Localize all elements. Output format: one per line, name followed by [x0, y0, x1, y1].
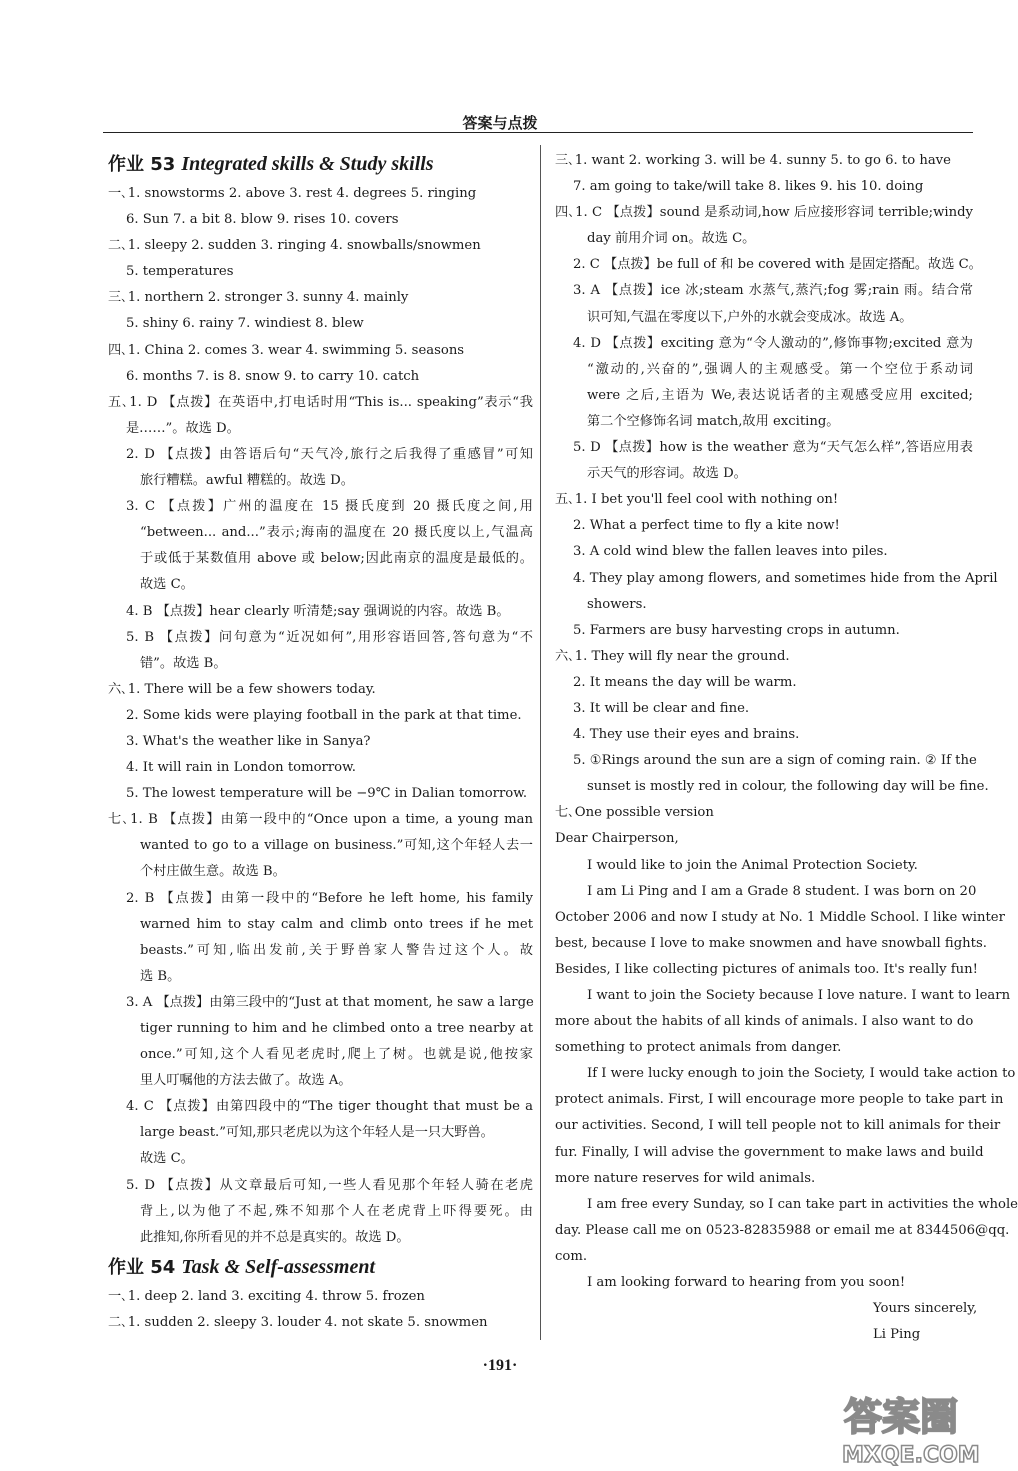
answer-line: Li Ping	[873, 1327, 921, 1343]
answer-line: 6. months 7. is 8. snow 9. to carry 10. catch	[126, 368, 420, 384]
answer-line: 六､1. There will be a few showers today.	[108, 681, 376, 697]
answer-line: 识可知,气温在零度以下,户外的水就会变成冰。故选 A。	[587, 309, 913, 325]
answer-line: 2. Some kids were playing football in the park at that time.	[126, 707, 522, 723]
answer-line: 故选 C。	[140, 1151, 194, 1167]
answer-line: more nature reserves for wild animals.	[555, 1170, 816, 1186]
answer-line: 4. C 【点拨】由第四段中的“The tiger thought that must be a	[126, 1099, 533, 1115]
answer-line: 3. A cold wind blew the fallen leaves into piles.	[573, 544, 888, 560]
answer-line: tiger running to him and he climbed onto a tree nearby at	[140, 1021, 533, 1036]
section-number: 作业 53	[108, 154, 176, 175]
answer-line: 故选 C。	[140, 577, 194, 593]
answer-line: 个村庄做生意。故选 B。	[140, 864, 286, 880]
answer-line: 是……”。故选 D。	[126, 420, 240, 436]
answer-line: 3. C 【点拨】广州的温度在 15 摄氏度到 20 摄氏度之间,用	[126, 499, 533, 515]
answer-line: 5. Farmers are busy harvesting crops in autumn.	[573, 622, 900, 638]
answer-line: large beast.”可知,那只老虎以为这个年轻人是一只大野兽。	[140, 1125, 494, 1141]
answer-line: wanted to go to a village on business.”可知,这个年轻人去一	[140, 838, 533, 854]
answer-line: protect animals. First, I will encourage more people to take part in	[555, 1092, 1004, 1108]
answer-line: 4. B 【点拨】hear clearly 听清楚;say 强调说的内容。故选 B。	[126, 603, 510, 619]
right-column	[555, 148, 1018, 1348]
answer-line: I would like to join the Animal Protection Society.	[587, 857, 918, 873]
answer-line: 背上,以为他了不起,殊不知那个人在老虎背上吓得要死。由	[140, 1203, 533, 1219]
answer-line: 五､1. I bet you'll feel cool with nothing on!	[555, 492, 839, 508]
section-title	[108, 148, 533, 181]
section-heading: Task & Self-assessment	[181, 1255, 376, 1278]
answer-line: 6. Sun 7. a bit 8. blow 9. rises 10. covers	[126, 212, 399, 228]
answer-line: October 2006 and now I study at No. 1 Middle School. I like winter	[555, 909, 1005, 925]
section-title	[108, 1251, 533, 1284]
column-divider	[540, 145, 541, 1340]
answer-line: 3. It will be clear and fine.	[573, 700, 750, 716]
answer-line: beasts.”可知,临出发前,关于野兽家人警告过这个人。故	[140, 942, 533, 958]
answer-line: 2. B 【点拨】由第一段中的“Before he left home, his family	[126, 890, 533, 906]
answer-line: were 之后,主语为 We,表达说话者的主观感受应用 excited;	[587, 387, 973, 403]
answer-line: 5. D 【点拨】how is the weather 意为“天气怎么样”,答语应用表	[573, 440, 973, 456]
section-number: 作业 54	[108, 1256, 176, 1278]
answer-line: more about the habits of all kinds of animals. I also want to do	[555, 1014, 974, 1030]
answer-line: I am looking forward to hearing from you soon!	[587, 1275, 906, 1291]
answer-line: 3. A 【点拨】由第三段中的“Just at that moment, he saw a large	[126, 994, 534, 1010]
answer-line: 3. What's the weather like in Sanya?	[126, 733, 371, 749]
answer-line: sunset is mostly red in colour, the following day will be fine.	[587, 779, 989, 795]
answer-line: I am Li Ping and I am a Grade 8 student. I was born on 20	[587, 883, 977, 899]
answer-line: 4. It will rain in London tomorrow.	[126, 760, 356, 776]
answer-line: “激动的,兴奋的”,强调人的主观感受。第一个空位于系动词	[587, 361, 973, 377]
section-heading: Integrated skills & Study skills	[181, 153, 434, 175]
answer-line: 5. ①Rings around the sun are a sign of coming rain. ② If the	[573, 753, 977, 769]
answer-line: 5. shiny 6. rainy 7. windiest 8. blew	[126, 316, 364, 332]
answer-line: 4. D 【点拨】exciting 意为“令人激动的”,修饰事物;excited 意为	[573, 335, 973, 351]
answer-line: 5. D 【点拨】从文章最后可知,一些人看见那个年轻人骑在老虎	[126, 1177, 533, 1193]
page-number: ·191·	[482, 1357, 518, 1374]
answer-line: 4. They play among flowers, and sometimes hide from the April	[573, 570, 998, 586]
answer-line: 二､1. sudden 2. sleepy 3. louder 4. not skate 5. snowmen	[108, 1314, 488, 1330]
answer-line: once.”可知,这个人看见老虎时,爬上了树。也就是说,他按家	[140, 1047, 533, 1063]
answer-line: warned him to stay calm and climb onto trees if he met	[140, 916, 533, 932]
answer-line: “between... and...”表示;海南的温度在 20 摄氏度以上,气温高	[140, 525, 533, 541]
answer-line: 第二个空修饰名词 match,故用 exciting。	[587, 413, 840, 429]
answer-line: 5. temperatures	[126, 264, 234, 280]
answer-line: 3. A 【点拨】ice 冰;steam 水蒸气,蒸汽;fog 雾;rain 雨。结合常	[573, 283, 973, 299]
answer-line: our activities. Second, I will tell people not to kill animals for their	[555, 1118, 1001, 1134]
answer-line: 于或低于某数值用 above 或 below;因此南京的温度是最低的。	[140, 551, 533, 567]
answer-line: 2. What a perfect time to fly a kite now!	[573, 518, 840, 534]
answer-line: Besides, I like collecting pictures of animals too. It's really fun!	[555, 961, 978, 977]
answer-line: best, because I love to make snowmen and have snowball fights.	[555, 935, 987, 951]
answer-line: 里人叮嘱他的方法去做了。故选 A。	[140, 1073, 352, 1089]
answer-line: 7. am going to take/will take 8. likes 9. his 10. doing	[573, 179, 924, 195]
answer-line: 五､1. D 【点拨】在英语中,打电话时用“This is... speaking”表示“我	[108, 394, 533, 410]
answer-line: 二､1. sleepy 2. sudden 3. ringing 4. snowballs/snowmen	[108, 238, 481, 254]
left-column	[108, 148, 533, 1336]
answer-line: day 前用介词 on。故选 C。	[587, 231, 756, 247]
answer-line: 选 B。	[140, 968, 181, 984]
answer-line: 六､1. They will fly near the ground.	[555, 648, 790, 664]
answer-line: I want to join the Society because I love nature. I want to learn	[587, 988, 1011, 1003]
answer-line: Dear Chairperson,	[555, 831, 679, 847]
answer-line: something to protect animals from danger.	[555, 1040, 842, 1056]
answer-line: 七､One possible version	[555, 805, 714, 821]
answer-line: 2. It means the day will be warm.	[573, 674, 797, 690]
answer-line: 错”。故选 B。	[140, 655, 227, 671]
answer-line: 5. The lowest temperature will be −9℃ in Dalian tomorrow.	[126, 786, 528, 802]
watermark-logo	[838, 1382, 996, 1468]
answer-line: 2. D 【点拨】由答语后句“天气冷,旅行之后我得了重感冒”可知	[126, 446, 533, 462]
watermark-bottom-text: MXQE.COM	[842, 1443, 980, 1468]
answer-line: day. Please call me on 0523-82835988 or email me at 8344506@qq.	[555, 1222, 1010, 1238]
answer-line: com.	[555, 1248, 588, 1264]
answer-line: 七､1. B 【点拨】由第一段中的“Once upon a time, a young man	[108, 812, 533, 828]
answer-line: 四､1. China 2. comes 3. wear 4. swimming 5. seasons	[108, 342, 465, 358]
answer-line: 三､1. want 2. working 3. will be 4. sunny 5. to go 6. to have	[555, 153, 951, 168]
answer-line: fur. Finally, I will advise the government to make laws and build	[555, 1144, 984, 1160]
header-rule	[103, 132, 973, 133]
answer-line: 示天气的形容词。故选 D。	[587, 466, 747, 482]
answer-line: 4. They use their eyes and brains.	[573, 727, 800, 743]
answer-line: 一､1. deep 2. land 3. exciting 4. throw 5. frozen	[108, 1288, 425, 1304]
answer-line: 2. C 【点拨】be full of 和 be covered with 是固定搭配。故选 C。	[573, 257, 982, 273]
answer-line: 旅行糟糕。awful 糟糕的。故选 D。	[140, 473, 354, 489]
page-header-title: 答案与点拨	[462, 114, 538, 132]
watermark-top-text: 答案圈	[844, 1395, 959, 1439]
answer-line: Yours sincerely,	[873, 1301, 978, 1317]
answer-line: I am free every Sunday, so I can take part in activities the whole	[587, 1196, 1018, 1212]
answer-line: If I were lucky enough to join the Society, I would take action to	[587, 1066, 1016, 1082]
answer-line: 此推知,你所看见的并不总是真实的。故选 D。	[140, 1229, 410, 1245]
answer-line: 四､1. C 【点拨】sound 是系动词,how 后应接形容词 terrible;windy	[555, 205, 973, 221]
answer-line: showers.	[587, 596, 647, 612]
answer-line: 5. B 【点拨】问句意为“近况如何”,用形容语回答,答句意为“不	[126, 629, 533, 645]
answer-line: 一､1. snowstorms 2. above 3. rest 4. degrees 5. ringing	[108, 186, 477, 201]
answer-line: 三､1. northern 2. stronger 3. sunny 4. mainly	[108, 290, 409, 306]
